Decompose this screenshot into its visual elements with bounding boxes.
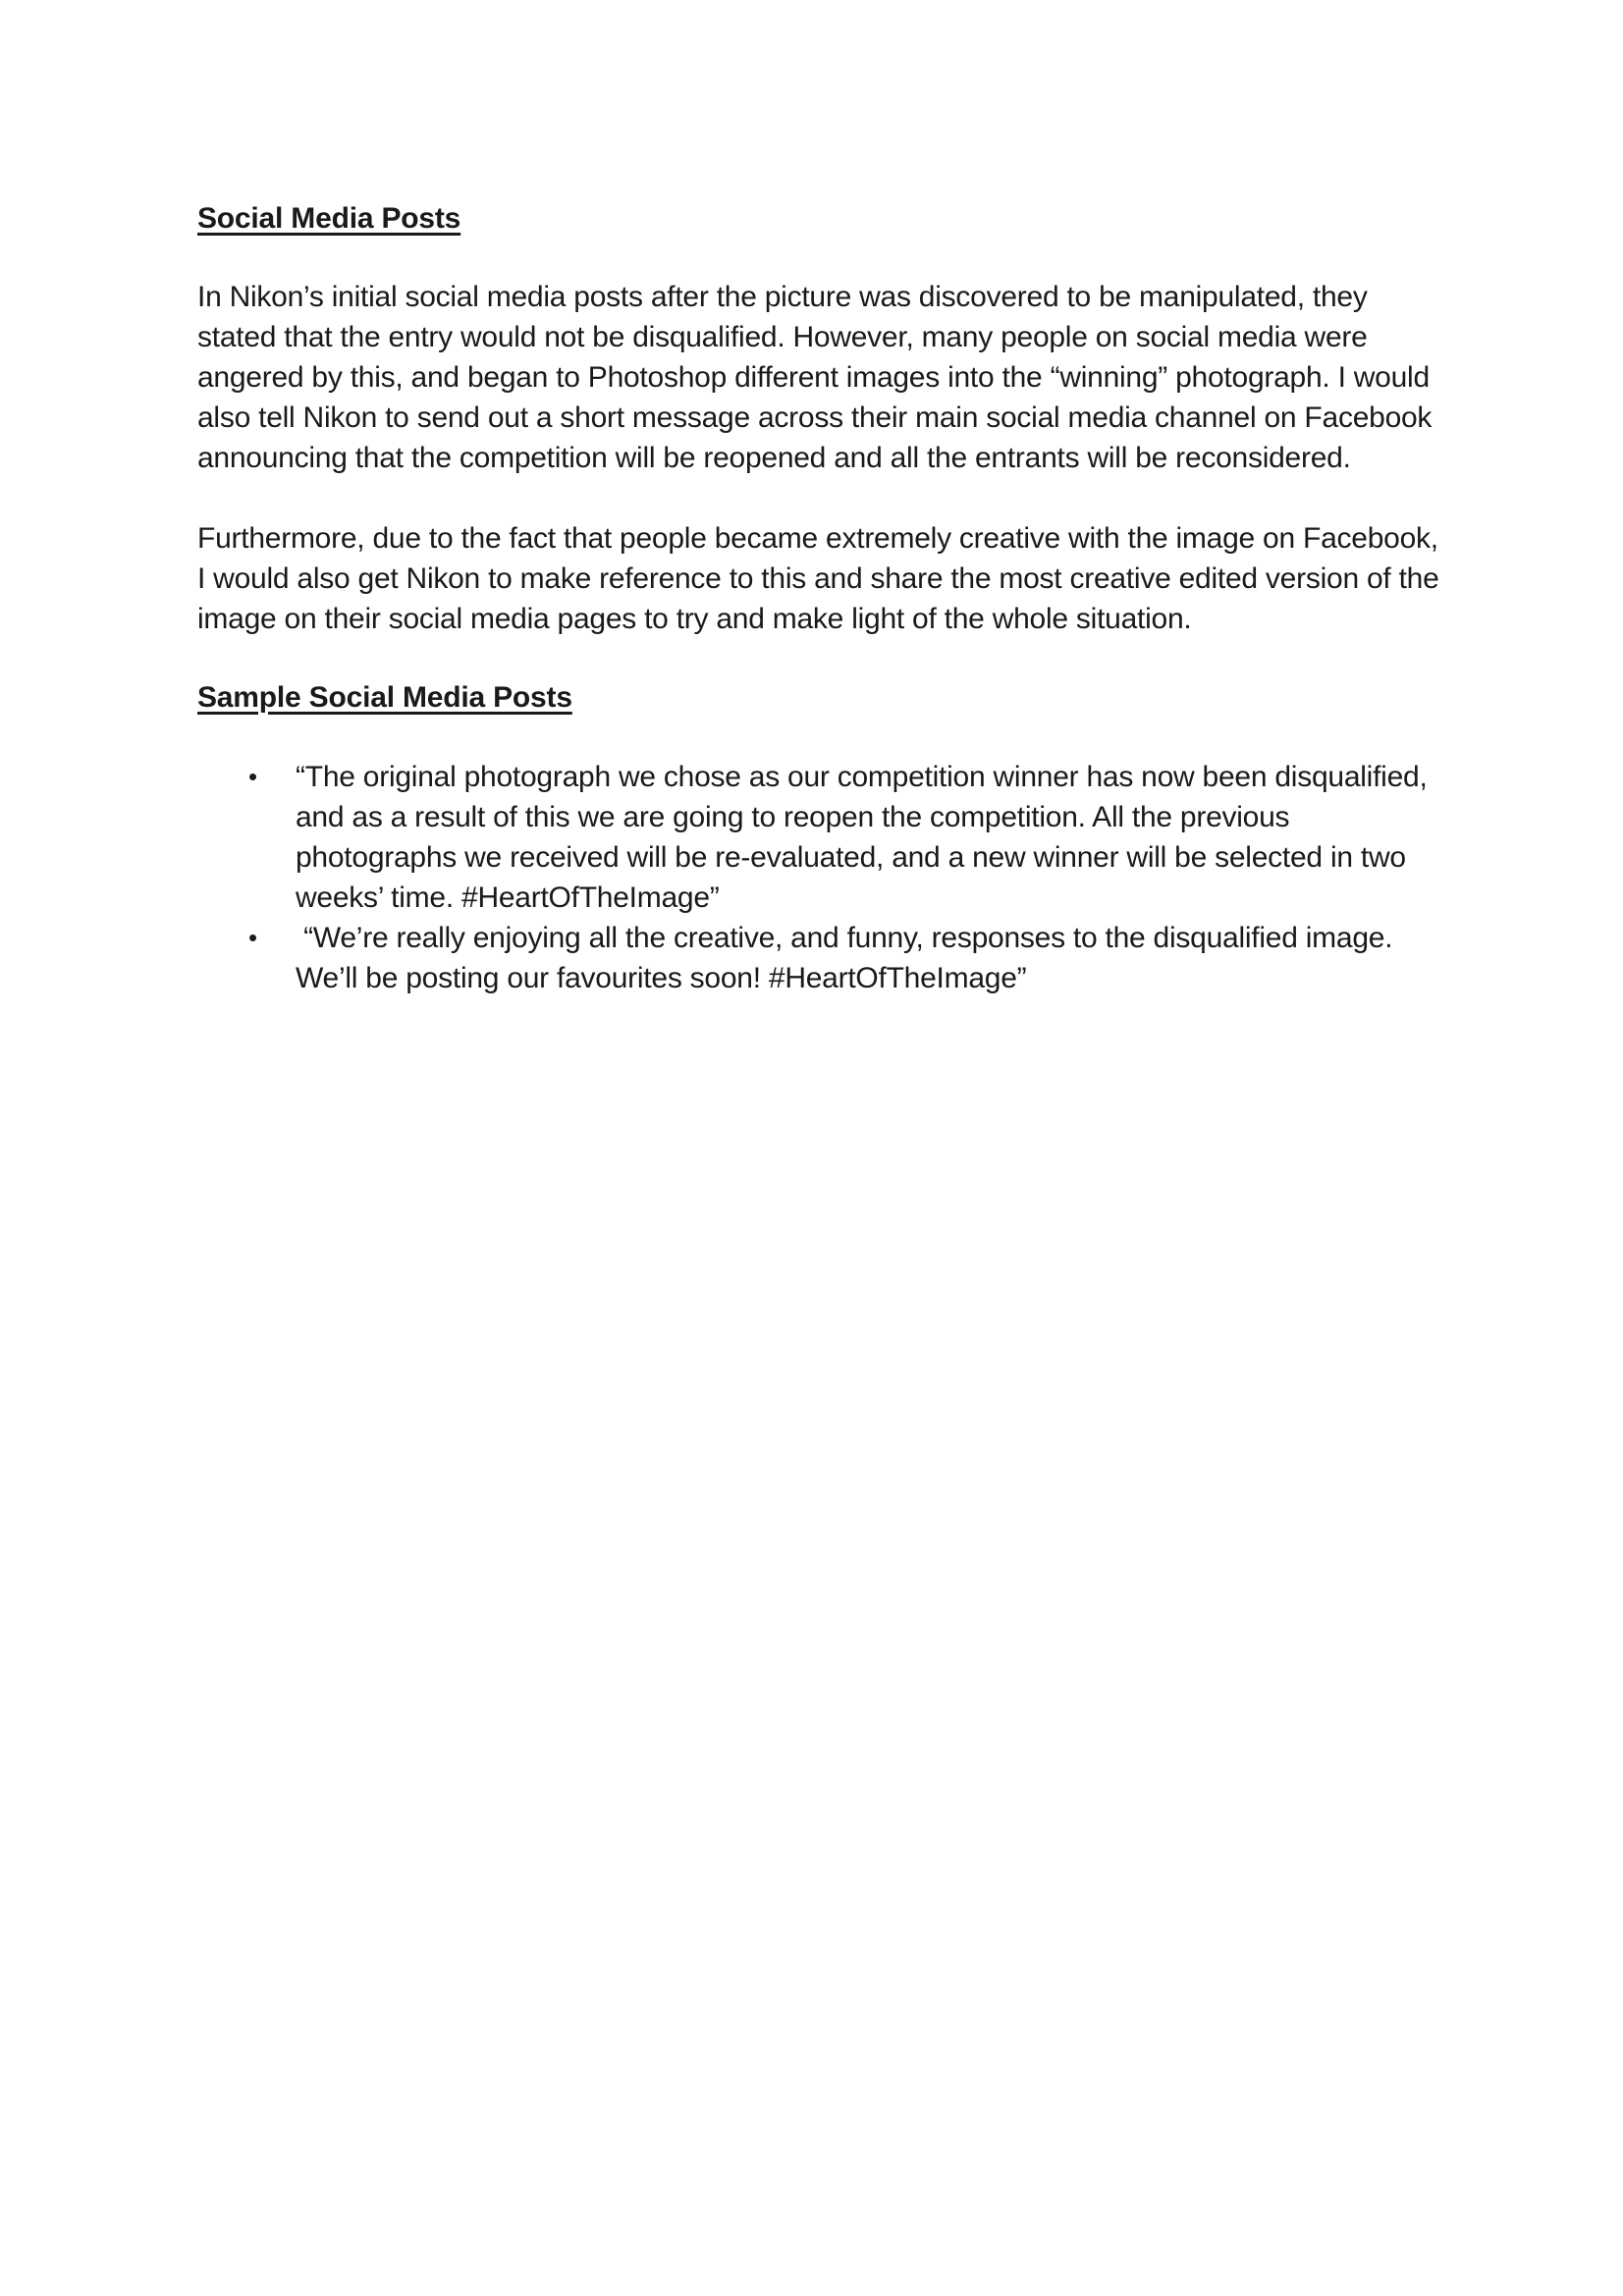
bullet-icon: • <box>248 762 257 791</box>
sample-posts-list <box>197 757 1444 998</box>
list-item <box>197 918 1444 998</box>
paragraph-initial-posts: In Nikon’s initial social media posts after the picture was discovered to be manipulated, they stated that the entry would not be disqualified. However, many people on social media were angered by this, and began to Photoshop different images into the “winning” photograph. I would also tell Nikon to send out a short message across their main social media channel on Facebook announcing that the competition will be reopened and all the entrants will be reconsidered. <box>197 281 1433 474</box>
list-item-text: “We’re really enjoying all the creative, and funny, responses to the disqualified image. We’ll be posting our favourites soon! #HeartOfTheImage” <box>296 922 1401 994</box>
bullet-icon: • <box>248 923 257 952</box>
list-item-text: “The original photograph we chose as our competition winner has now been disqualified, and as a result of this we are going to reopen the competition. All the previous photographs we received will be re-evaluated, and a new winner will be selected in two weeks’ time. #HeartOfTheImage” <box>296 761 1428 914</box>
document-body <box>197 199 1444 998</box>
section-heading-social-media-posts: Social Media Posts <box>197 202 461 235</box>
section-heading-sample-posts: Sample Social Media Posts <box>197 681 572 714</box>
paragraph-furthermore: Furthermore, due to the fact that people became extremely creative with the image on Facebook, I would also get Nikon to make reference to this and share the most creative edited version of the image on their social media pages to try and make light of the whole situation. <box>197 522 1439 635</box>
list-item <box>197 757 1444 918</box>
